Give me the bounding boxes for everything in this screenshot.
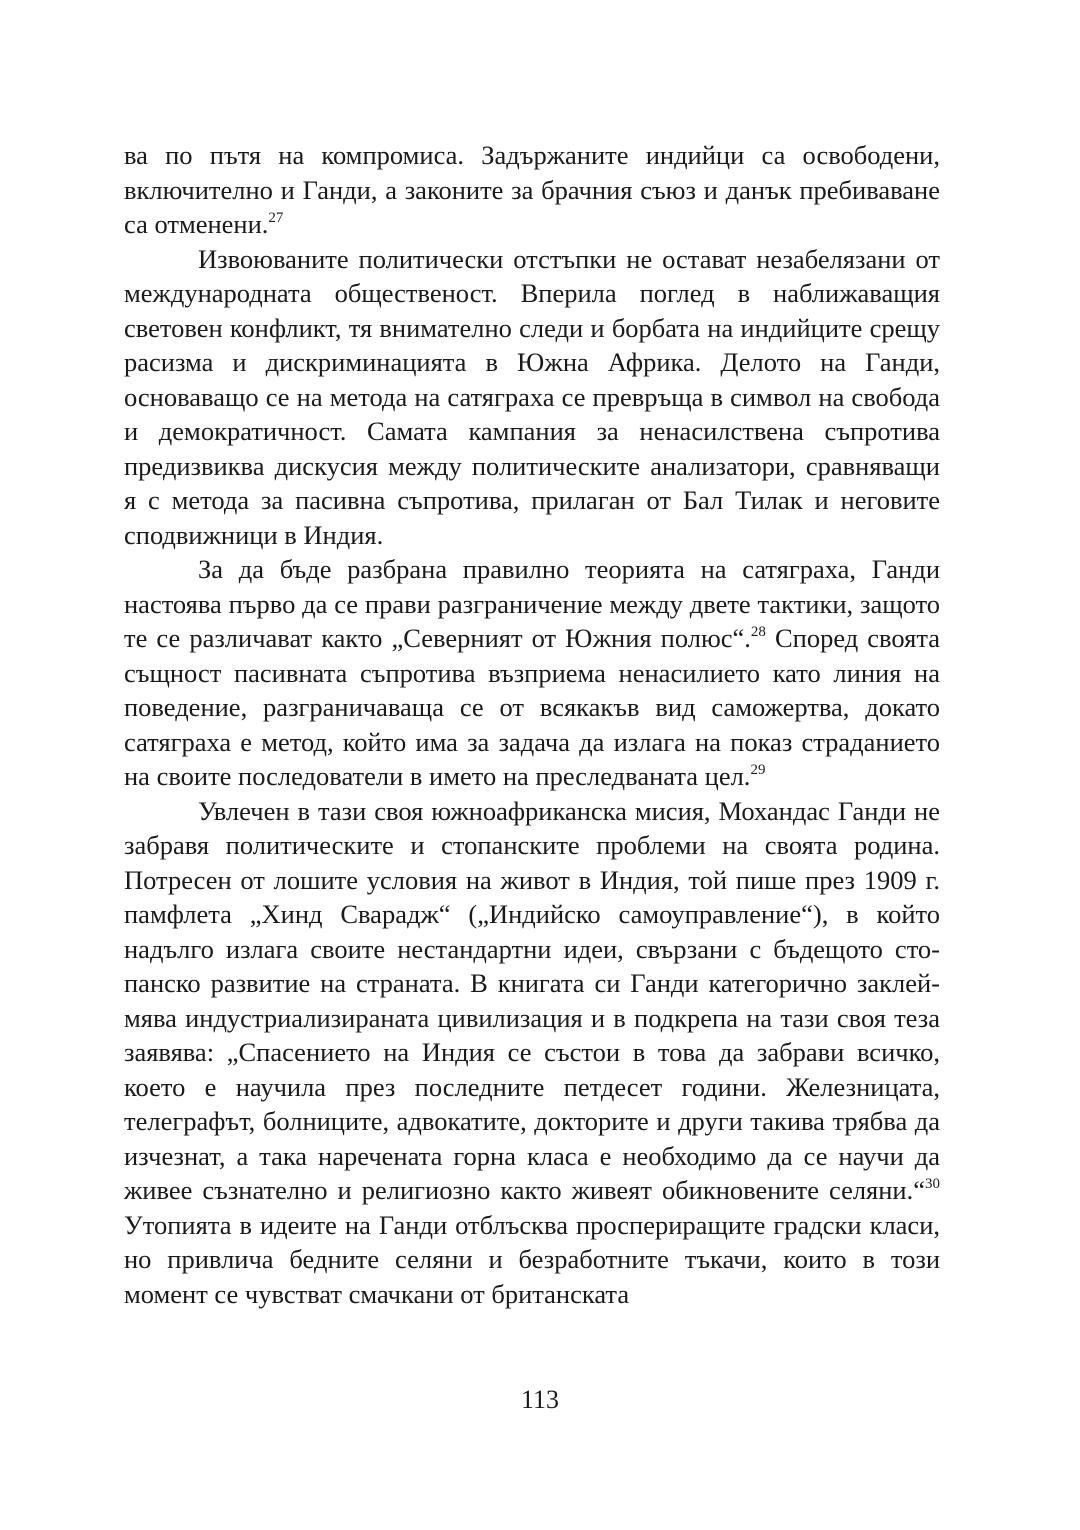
footnote-marker: 29 xyxy=(750,762,766,778)
paragraph xyxy=(124,794,940,1312)
paragraph-text: За да бъде разбрана правилно теорията на сатяграха, Ганди настоява първо да се прави разграничение между двете тактики, защото те се различават както „Северният от Южния полюс“. xyxy=(124,554,940,653)
body-text xyxy=(124,138,940,1311)
paragraph xyxy=(124,242,940,553)
paragraph-text: Извоюваните политически отстъпки не остават незабелязани от международната общественост. Вперила поглед в наближаващия световен конфликт, тя внимателно следи и борбата на индийците срещу расизма и дискриминацията в Южна Африка. Делото на Ганди, основаващо се на метода на сатяграха се превръща в символ на свобода и демократичност. Самата кампания за ненасилствена съпротива предизвиква дискусия между политическите анализатори, сравняващи я с метода за пасивна съпротива, прилаган от Бал Тилак и неговите сподвижници в Индия. xyxy=(124,243,940,550)
paragraph-text: Увлечен в тази своя южноафриканска мисия, Мохандас Ганди не забравя политическите и стопанските проблеми на своята родина. Потресен от лошите условия на живот в Индия, той пише през 1909 г. памфлета „Хинд Сварадж“ („Индийско самоуправление“), в който надълго излага своите нестандартни идеи, свързани с бъдещото стопанско развитие на страната. В книгата си Ганди категорично заклеймява индустриализираната цивилизация и в подкрепа на тази своя теза заявява: „Спасението на Индия се състои в това да забрави всичко, което е научила през последните петдесет години. Железницата, телеграфът, болниците, адвокатите, докторите и други такива трябва да изчезнат, а така наречената горна класа е необходимо да се научи да живее съзнателно и религиозно както живеят обикновените селяни.“ xyxy=(124,795,940,1205)
paragraph-text: ва по пътя на компромиса. Задържаните индийци са освободени, включително и Ганди, а законите за брачния съюз и данък пребиваване са отменени. xyxy=(124,140,940,239)
paragraph xyxy=(124,138,940,242)
page-number: 113 xyxy=(520,1385,560,1414)
paragraph-text: Според своята същност пасивната съпротива възприема ненасилието като линия на поведение, разграничаваща се от всякакъв вид саможертва, докато сатяграха е метод, който има за задача да излага на показ страданието на своите последователи в името на преследваната цел. xyxy=(124,623,940,791)
paragraph xyxy=(124,552,940,794)
footnote-marker: 27 xyxy=(268,210,284,226)
footnote-marker: 30 xyxy=(925,1176,940,1192)
footnote-marker: 28 xyxy=(750,624,766,640)
paragraph-text: Утопията в идеите на Ганди отблъсква проспериращите градски класи, но привлича бедните селяни и безработните тъкачи, които в този момент се чувстват смачкани от британската xyxy=(124,1209,940,1309)
